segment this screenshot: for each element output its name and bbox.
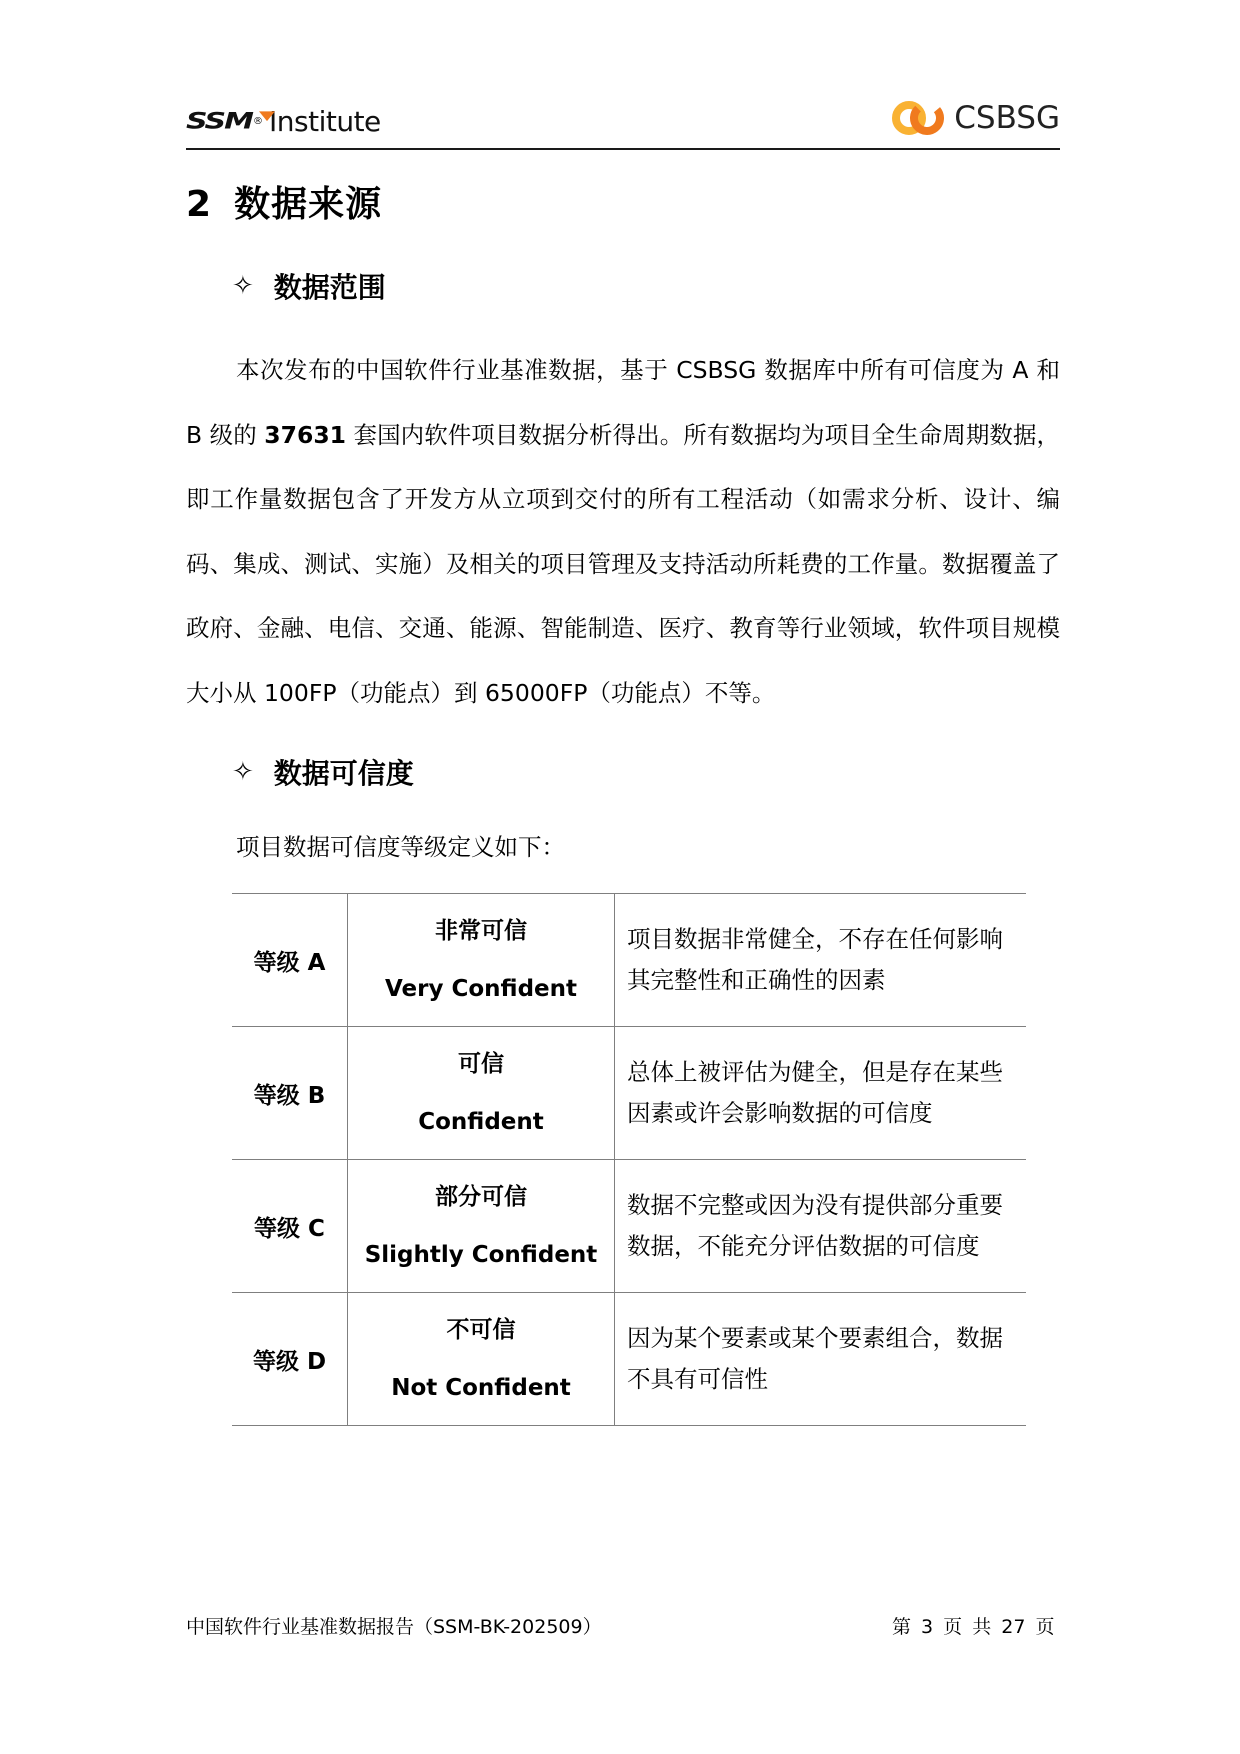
grade-name	[348, 894, 615, 1027]
grade-name	[348, 1160, 615, 1293]
ssm-logo-mark: SSM	[186, 108, 252, 134]
grade-description: 因为某个要素或某个要素组合，数据不具有可信性	[615, 1293, 1027, 1426]
grade-name-en: Not Confident	[391, 1375, 571, 1401]
four-point-star-icon: ✧	[232, 271, 254, 301]
paragraph-text: 套国内软件项目数据分析得出。所有数据均为项目全生命周期数据，即工作量数据包含了开发方从立项到交付的所有工程活动（如需求分析、设计、编码、集成、测试、实施）及相关的项目管理及支持活动所耗费的工作量。数据覆盖了政府、金融、电信、交通、能源、智能制造、医疗、教育等行业领域，软件项目规模大小从 100FP（功能点）到 65000FP（功能点）不等。	[186, 420, 1060, 707]
table-row	[232, 1293, 1026, 1426]
section-number: 2	[186, 184, 213, 225]
grade-description: 项目数据非常健全，不存在任何影响其完整性和正确性的因素	[615, 894, 1027, 1027]
grade-name-cn: 非常可信	[435, 918, 527, 944]
section-heading	[186, 176, 382, 227]
table-row	[232, 1160, 1026, 1293]
subsection-heading-credibility	[232, 752, 414, 792]
credibility-intro: 项目数据可信度等级定义如下：	[236, 833, 565, 861]
grade-name-en: Confident	[418, 1109, 544, 1135]
grade-name-cn: 部分可信	[435, 1184, 527, 1210]
grade-label: 等级 A	[232, 894, 348, 1027]
paragraph-text: 本次发布的中国软件行业基准数据，基于 CSBSG 数据库中所有可信度为 A 和 B 级的	[186, 356, 1060, 449]
grade-name-cn: 不可信	[446, 1317, 516, 1343]
csbsg-logo-text: CSBSG	[954, 100, 1060, 136]
grade-name-cn: 可信	[458, 1051, 504, 1077]
grade-label: 等级 C	[232, 1160, 348, 1293]
grade-name	[348, 1027, 615, 1160]
credibility-grades-table	[232, 893, 1026, 1426]
grade-label: 等级 D	[232, 1293, 348, 1426]
page-header	[186, 98, 1060, 150]
four-point-star-icon: ✧	[232, 757, 254, 787]
registered-mark: ®	[253, 116, 263, 127]
project-count: 37631	[264, 420, 347, 449]
ssm-institute-logo	[186, 104, 381, 139]
grade-name-en: Slightly Confident	[364, 1242, 598, 1268]
grade-label: 等级 B	[232, 1027, 348, 1160]
grade-name-en: Very Confident	[384, 976, 578, 1002]
csbsg-logo	[890, 98, 1060, 138]
subsection-heading-scope	[232, 266, 386, 306]
subsection-title: 数据可信度	[273, 757, 414, 790]
ssm-logo-text: Institute	[269, 105, 381, 138]
subsection-title: 数据范围	[273, 271, 386, 304]
section-title: 数据来源	[234, 184, 383, 225]
table-row	[232, 1027, 1026, 1160]
grade-description: 总体上被评估为健全，但是存在某些因素或许会影响数据的可信度	[615, 1027, 1027, 1160]
grade-name	[348, 1293, 615, 1426]
footer-page-number: 第 3 页 共 27 页	[892, 1616, 1055, 1638]
scope-paragraph	[186, 338, 1060, 725]
ssm-logo-triangle-icon	[259, 111, 275, 121]
grade-description: 数据不完整或因为没有提供部分重要数据，不能充分评估数据的可信度	[615, 1160, 1027, 1293]
footer-report-title: 中国软件行业基准数据报告（SSM-BK-202509）	[186, 1616, 602, 1638]
table-row	[232, 894, 1026, 1027]
csbsg-rings-icon	[890, 98, 946, 138]
